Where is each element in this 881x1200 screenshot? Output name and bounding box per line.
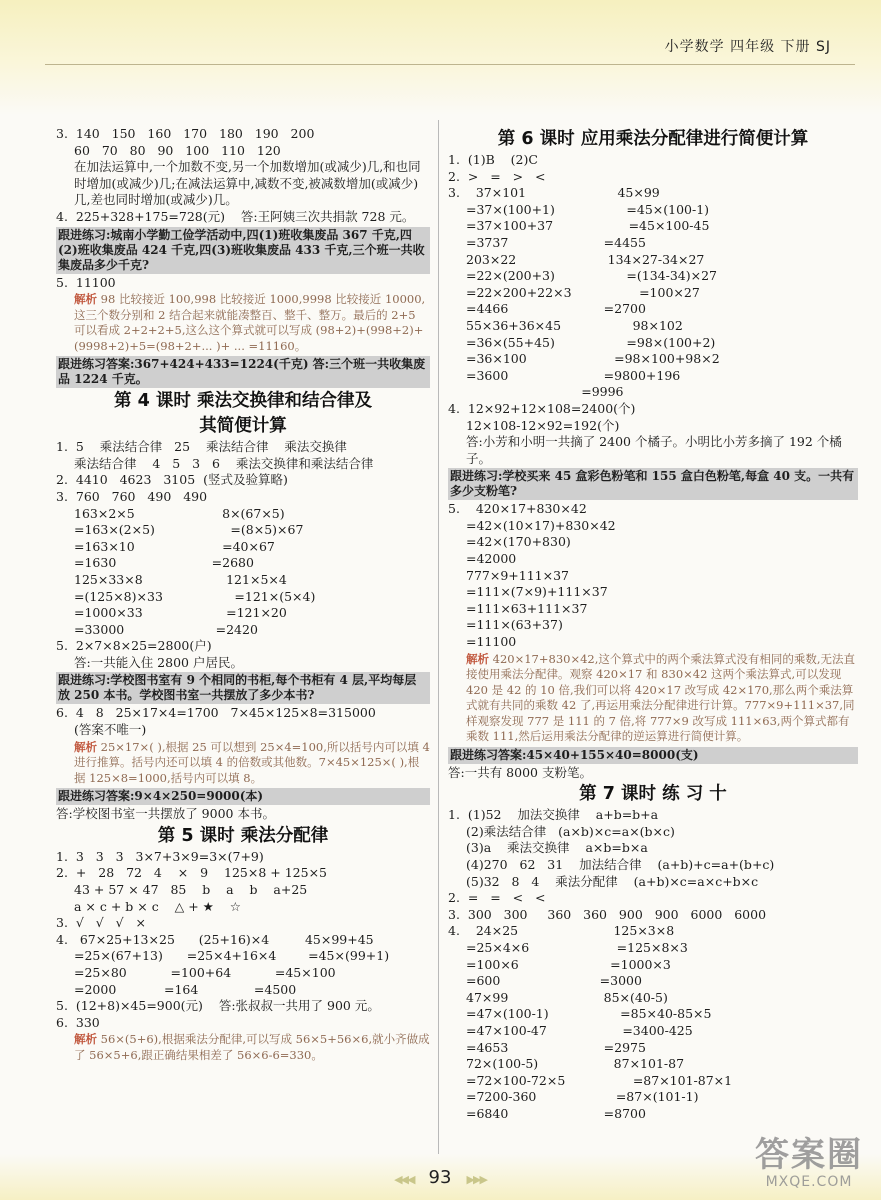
calc-line: =42×(170+830) — [466, 534, 571, 550]
calc-line: =25×4×6 =125×8×3 — [466, 939, 688, 955]
answer-line: 6. 4 8 25×17×4=1700 7×45×125×8=315000 — [56, 705, 376, 721]
answer-line: (2)乘法结合律 (a×b)×c=a×(b×c) — [466, 823, 675, 839]
answer-line: 5. (12+8)×45=900(元) 答:张叔叔一共用了 900 元。 — [56, 998, 380, 1014]
calc-line: =1000×33 =121×20 — [74, 605, 287, 621]
calc-line: =163×10 =40×67 — [74, 538, 275, 554]
answer-line: 1. 3 3 3 3×7+3×9=3×(7+9) — [56, 848, 264, 864]
answer-line: 1. (1)52 加法交换律 a+b=b+a — [448, 807, 659, 823]
lesson-title: 其简便计算 — [199, 416, 287, 437]
watermark-logo — [755, 1136, 863, 1190]
follow-up-exercise: 跟进练习:学校图书室有 9 个相同的书柜,每个书柜有 4 层,平均每层放 250 本书。学校图书室一共摆放了多少本书? — [56, 672, 430, 704]
book-header: 小学数学 四年级 下册 SJ — [664, 39, 831, 55]
answer-line: 4. 12×92+12×108=2400(个) — [448, 400, 636, 416]
calc-line: 5. 420×17+830×42 — [448, 501, 587, 517]
answer-line: a × c + b × c △ + ★ ☆ — [74, 898, 241, 914]
calc-line: =22×(200+3) =(134-34)×27 — [466, 268, 718, 284]
watermark-text: 答案圈 — [755, 1135, 863, 1175]
calc-line: 777×9+111×37 — [466, 567, 569, 583]
calc-line: =7200-360 =87×(101-1) — [466, 1089, 699, 1105]
answer-line: 2. 4410 4623 3105 (竖式及验算略) — [56, 472, 288, 488]
header-rule — [45, 64, 855, 65]
answer-line: 答:学校图书室一共摆放了 9000 本书。 — [56, 806, 275, 822]
calc-line: =11100 — [466, 634, 517, 650]
calc-line: =4653 =2975 — [466, 1039, 646, 1055]
answer-line: 43 + 57 × 47 85 b a b a+25 — [74, 881, 308, 897]
calc-line: 47×99 85×(40-5) — [466, 989, 668, 1005]
calc-line: 125×33×8 121×5×4 — [74, 571, 287, 587]
calc-line: =3737 =4455 — [466, 234, 646, 250]
analysis-label: 解析 — [466, 651, 489, 666]
calc-line: =600 =3000 — [466, 973, 642, 989]
answer-paragraph: 答:小芳和小明一共摘了 2400 个橘子。小明比小芳多摘了 192 个橘子。 — [466, 434, 842, 466]
calc-line: =4466 =2700 — [466, 301, 646, 317]
answer-line: (5)32 8 4 乘法分配律 (a+b)×c=a×c+b×c — [466, 873, 759, 889]
answer-line: 答:一共能入住 2800 户居民。 — [74, 654, 243, 670]
calc-line: =22×200+22×3 =100×27 — [466, 284, 700, 300]
prev-arrows-icon: ◀◀◀ — [394, 1173, 414, 1186]
answer-line: 2. > = > < — [448, 168, 546, 184]
answer-line: 4. 225+328+175=728(元) 答:王阿姨三次共捐款 728 元。 — [56, 208, 415, 224]
calc-line: =37×(100+1) =45×(100-1) — [466, 201, 710, 217]
follow-up-exercise: 跟进练习:学校买来 45 盒彩色粉笔和 155 盒白色粉笔,每盒 40 支。一共有多少支粉笔? — [448, 468, 858, 500]
calc-line: =100×6 =1000×3 — [466, 956, 671, 972]
calc-line: 4. 67×25+13×25 (25+16)×4 45×99+45 — [56, 931, 374, 947]
calc-line: 72×(100-5) 87×101-87 — [466, 1056, 685, 1072]
answer-line: 2. = = < < — [448, 890, 546, 906]
answer-paragraph: 在加法运算中,一个加数不变,另一个加数增加(或减少)几,和也同时增加(或减少)几;在减法运算中,减数不变,被减数增加(或减少)几,差也同时增加(或减少)几。 — [74, 159, 421, 208]
calc-line: 163×2×5 8×(67×5) — [74, 505, 285, 521]
analysis-text: 56×(5+6),根据乘法分配律,可以写成 56×5+56×6,就小齐做成了 56×5+6,跟正确结果相差了 56×6-6=330。 — [74, 1032, 430, 1062]
answer-line: 乘法结合律 4 5 3 6 乘法交换律和乘法结合律 — [74, 455, 374, 471]
calc-line: =(125×8)×33 =121×(5×4) — [74, 588, 316, 604]
calc-line: =37×100+37 =45×100-45 — [466, 218, 710, 234]
calc-line: 203×22 134×27-34×27 — [466, 251, 705, 267]
analysis-label: 解析 — [74, 292, 97, 307]
calc-line: =111×(7×9)+111×37 — [466, 584, 608, 600]
left-column — [56, 126, 430, 1064]
answer-line: 答:一共有 8000 支粉笔。 — [448, 764, 592, 780]
answer-line: 12×108-12×92=192(个) — [466, 417, 620, 433]
answer-line: 3. 300 300 360 360 900 900 6000 6000 — [448, 906, 767, 922]
column-divider — [438, 120, 439, 1160]
answer-line: 6. 330 — [56, 1014, 100, 1030]
answer-line: 3. 760 760 490 490 — [56, 488, 208, 504]
calc-line: 4. 24×25 125×3×8 — [448, 923, 675, 939]
analysis-label: 解析 — [74, 739, 97, 754]
calc-line: =25×80 =100+64 =45×100 — [74, 964, 336, 980]
follow-up-answer: 跟进练习答案:45×40+155×40=8000(支) — [448, 747, 858, 764]
calc-line: =6840 =8700 — [466, 1105, 646, 1121]
next-arrows-icon: ▶▶▶ — [466, 1173, 486, 1186]
answer-line: 1. 5 乘法结合律 25 乘法结合律 乘法交换律 — [56, 439, 347, 455]
calc-line: =33000 =2420 — [74, 621, 258, 637]
analysis-note — [56, 1031, 430, 1064]
calc-line: =111×63+111×37 — [466, 600, 588, 616]
answer-line: (答案不唯一) — [74, 722, 147, 738]
calc-line: =36×(55+45) =98×(100+2) — [466, 334, 716, 350]
answer-line: 1. (1)B (2)C — [448, 152, 538, 167]
calc-line: =9996 — [466, 384, 624, 400]
analysis-note — [56, 739, 430, 788]
follow-up-answer: 跟进练习答案:9×4×250=9000(本) — [56, 788, 430, 805]
calc-line: =1630 =2680 — [74, 555, 254, 571]
follow-up-answer: 跟进练习答案:367+424+433=1224(千克) 答:三个班一共收集废品 1224 千克。 — [56, 356, 430, 388]
answer-line: (3)a 乘法交换律 a×b=b×a — [466, 840, 648, 856]
lesson-title: 第 4 课时 乘法交换律和结合律及 — [114, 391, 372, 412]
right-column — [448, 126, 858, 1123]
answer-line: (4)270 62 31 加法结合律 (a+b)+c=a+(b+c) — [466, 857, 775, 872]
page-number: 93 — [428, 1167, 452, 1188]
analysis-text: 25×17×( ),根据 25 可以想到 25×4=100,所以括号内可以填 4 进行推算。括号内还可以填 4 的倍数或其他数。7×45×125×( ),根据 125×8=1000,括号内可以填 8。 — [74, 739, 430, 785]
follow-up-exercise: 跟进练习:城南小学勤工俭学活动中,四(1)班收集废品 367 千克,四(2)班收集废品 424 千克,四(3)班收集废品 433 千克,三个班一共收集废品多少千克? — [56, 227, 430, 274]
lesson-title: 第 5 课时 乘法分配律 — [157, 825, 329, 846]
calc-line: =163×(2×5) =(8×5)×67 — [74, 522, 304, 538]
answer-line: 5. 2×7×8×25=2800(户) — [56, 638, 212, 654]
calc-line: 3. 37×101 45×99 — [448, 185, 660, 201]
calc-line: =3600 =9800+196 — [466, 367, 681, 383]
calc-line: =47×100-47 =3400-425 — [466, 1022, 693, 1038]
page-footer — [370, 1167, 510, 1188]
watermark-url: MXQE.COM — [765, 1174, 853, 1190]
answer-line: 2. + 28 72 4 × 9 125×8 + 125×5 — [56, 865, 327, 881]
calc-line: =42×(10×17)+830×42 — [466, 517, 616, 533]
calc-line: =36×100 =98×100+98×2 — [466, 351, 720, 367]
calc-line: =47×(100-1) =85×40-85×5 — [466, 1006, 712, 1022]
calc-line: =2000 =164 =4500 — [74, 981, 297, 997]
analysis-text: 420×17+830×42,这个算式中的两个乘法算式没有相同的乘数,无法直接使用乘法分配律。观察 420×17 和 830×42 这两个乘法算式,可以发现 420 是 42 的 10 倍,我们可以将 420×17 改写成 42×170,那么两个乘法算式就有共同的乘数 42 了,再运用乘法分配律进行计算。777×9+111×37,同样观察发现 777 是 111 的 7 倍,将 777×9 改写成 111×63,两个算式都有乘数 111,然后运用乘法分配律的逆运算进行简便计算。 — [466, 651, 856, 744]
header-band — [0, 0, 881, 115]
answer-line: 60 70 80 90 100 110 120 — [74, 142, 281, 158]
analysis-text: 98 比较接近 100,998 比较接近 1000,9998 比较接近 10000,这三个数分别和 2 结合起来就能凑整百、整千、整万。最后的 2+5 可以看成 2+2+2+5,这么这个算式就可以写成 (98+2)+(998+2)+(9998+2)+5=(98+2+... )+ ... =11160。 — [74, 292, 426, 353]
calc-line: =42000 — [466, 551, 517, 567]
analysis-label: 解析 — [74, 1032, 97, 1047]
lesson-title: 第 7 课时 练 习 十 — [579, 784, 727, 805]
answer-line: 5. 11100 — [56, 274, 116, 290]
answer-line: 3. √ √ √ × — [56, 915, 147, 931]
calc-line: 55×36+36×45 98×102 — [466, 317, 683, 333]
calc-line: =25×(67+13) =25×4+16×4 =45×(99+1) — [74, 948, 390, 964]
analysis-note — [56, 291, 430, 355]
lesson-title: 第 6 课时 应用乘法分配律进行简便计算 — [497, 129, 809, 149]
calc-line: =72×100-72×5 =87×101-87×1 — [466, 1072, 733, 1088]
answer-line: 3. 140 150 160 170 180 190 200 — [56, 126, 315, 141]
calc-line: =111×(63+37) — [466, 617, 563, 633]
analysis-note — [448, 651, 858, 746]
